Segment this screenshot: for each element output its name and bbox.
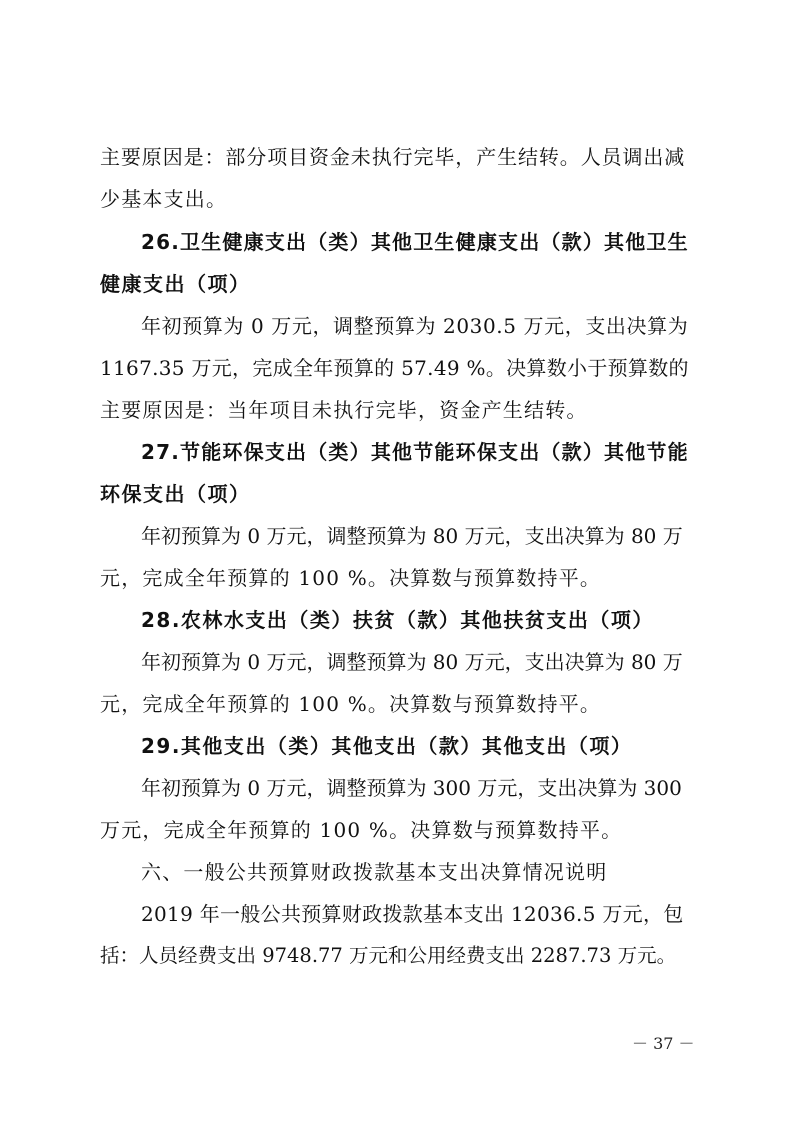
section-heading-6: 六、一般公共预算财政拨款基本支出决算情况说明 [141,860,608,884]
body-text-line: 元，完成全年预算的 100 %。决算数与预算数持平。 [100,692,602,716]
body-text-line: 年初预算为 0 万元，调整预算为 80 万元，支出决算为 80 万 [141,650,683,674]
body-text-line: 括：人员经费支出 9748.77 万元和公用经费支出 2287.73 万元。 [100,944,677,967]
item-heading-27-cont: 环保支出（项） [100,482,251,506]
body-text-line: 年初预算为 0 万元，调整预算为 80 万元，支出决算为 80 万 [141,524,683,548]
item-heading-26: 26.卫生健康支出（类）其他卫生健康支出（款）其他卫生 [141,230,689,254]
item-heading-27: 27.节能环保支出（类）其他节能环保支出（款）其他节能 [141,440,689,464]
body-text-line: 少基本支出。 [100,187,228,211]
page-number: － 37 － [632,1034,695,1053]
body-text-line: 万元，完成全年预算的 100 %。决算数与预算数持平。 [100,818,623,842]
item-heading-26-cont: 健康支出（项） [100,272,251,296]
body-text-line: 1167.35 万元，完成全年预算的 57.49 %。决算数小于预算数的 [100,356,689,380]
item-heading-29: 29.其他支出（类）其他支出（款）其他支出（项） [141,734,633,758]
body-text-line: 元，完成全年预算的 100 %。决算数与预算数持平。 [100,566,602,590]
body-text-line: 主要原因是：部分项目资金未执行完毕，产生结转。人员调出减 [100,145,686,169]
body-text-line: 2019 年一般公共预算财政拨款基本支出 12036.5 万元，包 [141,902,684,926]
body-text-line: 年初预算为 0 万元，调整预算为 300 万元，支出决算为 300 [141,776,682,800]
body-text-line: 主要原因是：当年项目未执行完毕，资金产生结转。 [100,398,588,422]
item-heading-28: 28.农林水支出（类）扶贫（款）其他扶贫支出（项） [141,608,654,632]
body-text-line: 年初预算为 0 万元，调整预算为 2030.5 万元，支出决算为 [141,314,689,338]
